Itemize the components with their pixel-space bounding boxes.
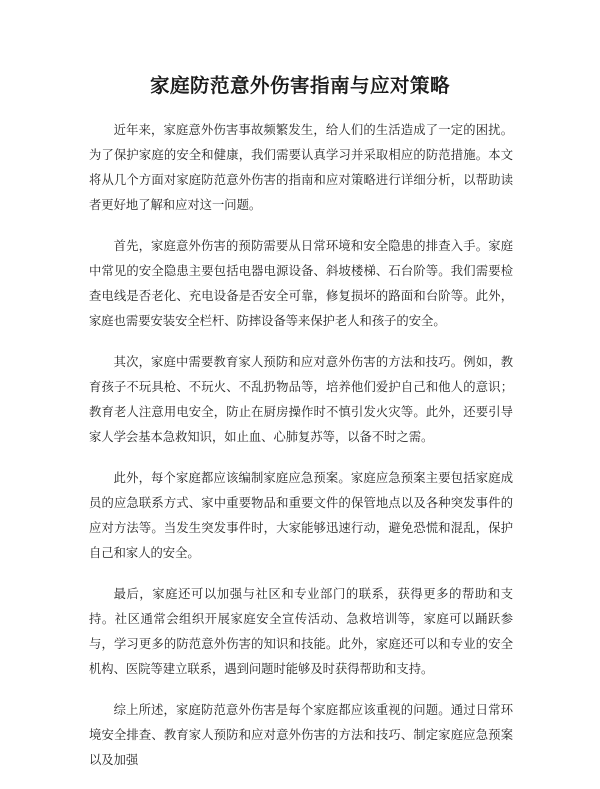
paragraph-emergency-plan: 此外，每个家庭都应该编制家庭应急预案。家庭应急预案主要包括家庭成员的应急联系方式、家中重要物品和重要文件的保管地点以及各种突发事件的应对方法等。当发生突发事件时，大家能够迅速行动，避免恐慌和混乱，保护自己和家人的安全。	[89, 471, 513, 560]
paragraph-intro: 近年来，家庭意外伤害事故频繁发生，给人们的生活造成了一定的困扰。为了保护家庭的安全和健康，我们需要认真学习并采取相应的防范措施。本文将从几个方面对家庭防范意外伤害的指南和应对策略进行详细分析，以帮助读者更好地了解和应对这一问题。	[89, 123, 513, 212]
paragraph-summary: 综上所述，家庭防范意外伤害是每个家庭都应该重视的问题。通过日常环境安全排查、教育家人预防和应对意外伤害的方法和技巧、制定家庭应急预案以及加强	[89, 703, 513, 767]
document-title: 家庭防范意外伤害指南与应对策略	[149, 74, 450, 97]
document-body	[89, 118, 513, 789]
paragraph-community-support: 最后，家庭还可以加强与社区和专业部门的联系，获得更多的帮助和支持。社区通常会组织开展家庭安全宣传活动、急救培训等，家庭可以踊跃参与，学习更多的防范意外伤害的知识和技能。此外，家庭还可以和专业的安全机构、医院等建立联系，遇到问题时能够及时获得帮助和支持。	[89, 587, 513, 676]
paragraph-first-hazard-check: 首先，家庭意外伤害的预防需要从日常环境和安全隐患的排查入手。家庭中常见的安全隐患主要包括电器电源设备、斜坡楼梯、石台阶等。我们需要检查电线是否老化、充电设备是否安全可靠，修复损坏的路面和台阶等。此外，家庭也需要安装安全栏杆、防摔设备等来保护老人和孩子的安全。	[89, 239, 513, 328]
paragraph-second-education: 其次，家庭中需要教育家人预防和应对意外伤害的方法和技巧。例如，教育孩子不玩具枪、不玩火、不乱扔物品等，培养他们爱护自己和他人的意识；教育老人注意用电安全，防止在厨房操作时不慎引发火灾等。此外，还要引导家人学会基本急救知识，如止血、心肺复苏等，以备不时之需。	[89, 355, 513, 444]
